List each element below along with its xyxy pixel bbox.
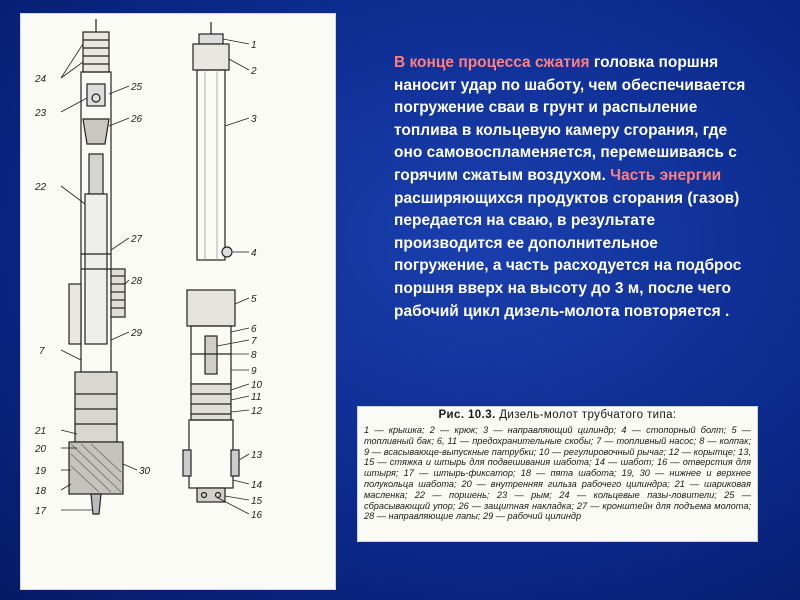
label-3: 3 (251, 114, 257, 125)
label-18: 18 (35, 486, 47, 497)
fuel-pump (205, 336, 217, 374)
label-27: 27 (131, 234, 143, 245)
label-5: 5 (251, 294, 257, 305)
label-13: 13 (251, 450, 263, 461)
piston-head (83, 119, 109, 144)
anvil-pin (91, 494, 101, 514)
caption-label: Рис. 10.3. (438, 409, 496, 421)
text-part-2: расширяющихся продуктов сгорания (газов) передается на сваю, в результате производится ее дополнительное погружение, а часть расходуется на подброс поршня вверх на высоту до 3 м, после чего рабочий цикл дизель-молота повторяется . (394, 189, 742, 320)
text-part-1: головка поршня наносит удар по шаботу, чем обеспечивается погружение сваи в грунт и распыление топлива в кольцевую камеру сгорания, где оно самовоспламеняется, перемешиваясь с горячим сжатым воздухом. (394, 54, 746, 184)
explanation-paragraph (394, 52, 750, 323)
label-22: 22 (35, 182, 47, 193)
label-29: 29 (131, 328, 143, 339)
label-4: 4 (251, 248, 257, 259)
rym-ring (87, 84, 105, 106)
label-21: 21 (35, 426, 47, 437)
label-15: 15 (251, 496, 263, 507)
label-17: 17 (35, 506, 47, 517)
label-11: 11 (251, 392, 262, 403)
label-1: 1 (251, 40, 257, 51)
label-8: 8 (251, 350, 257, 361)
label-20: 20 (35, 444, 47, 455)
label-7-left: 7 (39, 346, 45, 357)
label-23: 23 (35, 108, 47, 119)
caption-title (358, 409, 757, 421)
anvil-outer (189, 420, 233, 488)
label-19: 19 (35, 466, 47, 477)
label-28: 28 (131, 276, 143, 287)
caption-title-text: Дизель-молот трубчатого типа: (495, 409, 677, 421)
anvil-section (75, 372, 117, 442)
cover (199, 34, 223, 44)
label-10: 10 (251, 380, 263, 391)
label-26: 26 (131, 114, 143, 125)
top-cap-left (83, 32, 109, 72)
diesel-hammer-drawing (21, 14, 335, 589)
label-7-right: 7 (251, 336, 257, 347)
figure-caption (357, 406, 758, 542)
guide-cylinder (197, 70, 225, 260)
label-9: 9 (251, 366, 257, 377)
label-16: 16 (251, 510, 263, 521)
hook-block (193, 44, 229, 70)
stop-bolt (222, 247, 232, 257)
highlight-end-of-compression: В конце процесса сжатия (394, 54, 590, 71)
label-14: 14 (251, 480, 263, 491)
label-12: 12 (251, 406, 263, 417)
highlight-part-of-energy: Часть энергии (610, 166, 722, 184)
label-30: 30 (139, 466, 151, 477)
label-25: 25 (131, 82, 143, 93)
label-6: 6 (251, 324, 257, 335)
fuel-tank (187, 290, 235, 326)
diesel-hammer-figure (20, 13, 336, 590)
label-2: 2 (251, 66, 257, 77)
label-24: 24 (35, 74, 47, 85)
caption-legend: 1 — крышка; 2 — крюк; 3 — направляющий цилиндр; 4 — стопорный болт; 5 — топливный бак; 6, 11 — предохранительные скобы; 7 — топливный насос; 8 — колпак; 9 — всасывающе-выпускные патрубки; 10 — регулировочный рычаг; 12 — корытце; 13, 15 — стяжка и штырь для подвешивания шабота; 14 — шабот; 16 — отверстия для штыря; 17 — штырь-фиксатор; 18 — пята шабота; 19, 30 — нижнее и верхнее полукольца шабота; 20 — внутренняя гильза рабочего цилиндра; 21 — шариковая масленка; 22 — поршень; 23 — рым; 24 — кольцевые пазы-ловители; 25 — сбрасывающий упор; 26 — защитная накладка; 27 — кронштейн для подъема молота; 28 — направляющие лапы; 29 — рабочий цилиндр (364, 425, 751, 522)
